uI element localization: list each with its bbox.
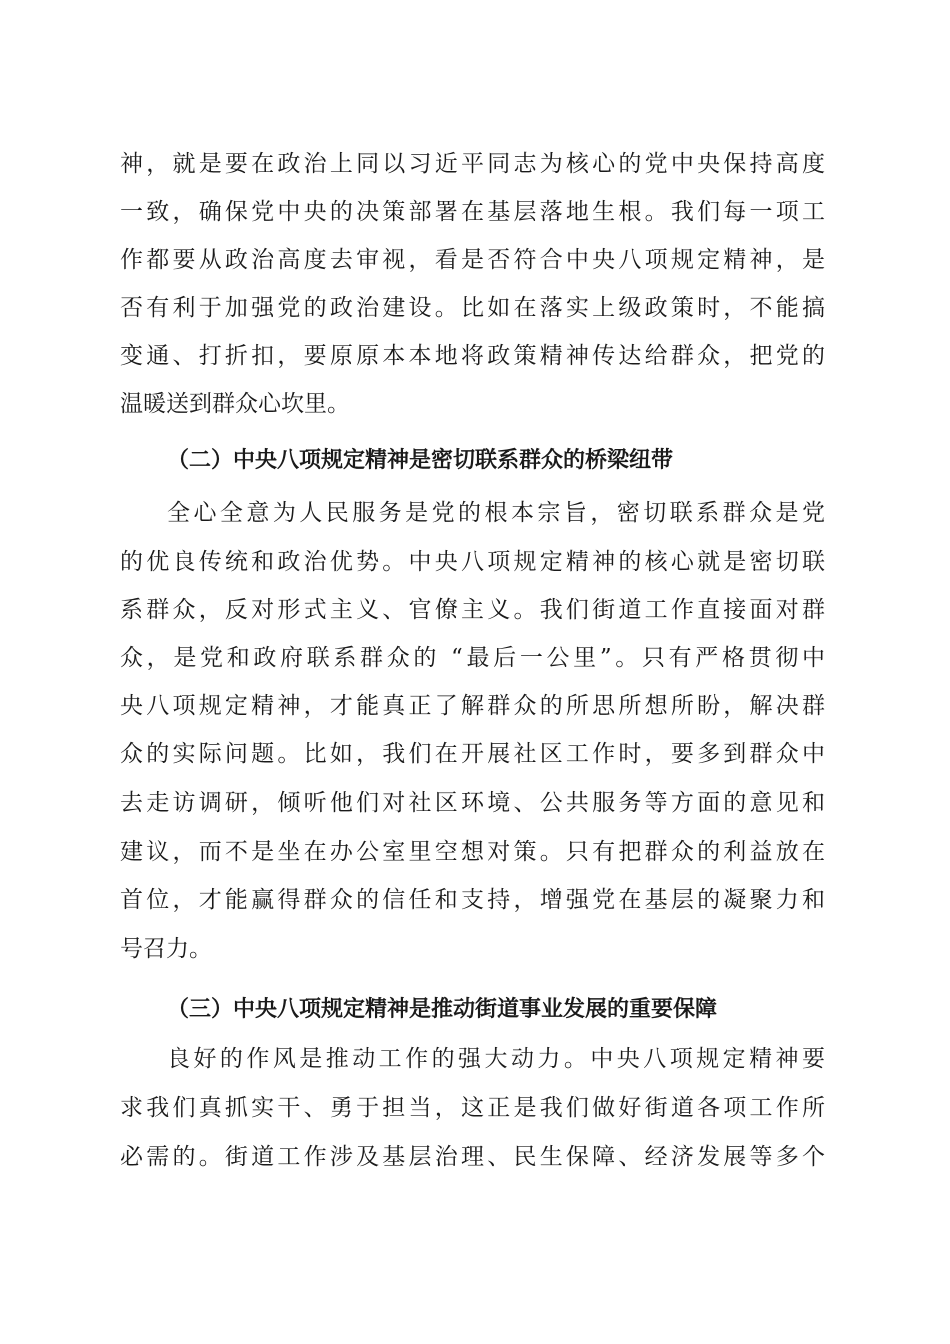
body-line: 作都要从政治高度去审视，看是否符合中央八项规定精神，是 [120,247,825,273]
body-line: 央八项规定精神，才能真正了解群众的所思所想所盼，解决群 [120,693,825,719]
body-line: 号召力。 [120,936,212,962]
body-line: 建议，而不是坐在办公室里空想对策。只有把群众的利益放在 [120,839,825,865]
body-line: 否有利于加强党的政治建设。比如在落实上级政策时，不能搞 [120,295,825,321]
body-line: 全心全意为人民服务是党的根本宗旨，密切联系群众是党 [167,500,825,526]
body-line: 温暖送到群众心坎里。 [120,391,350,417]
body-line: 良好的作风是推动工作的强大动力。中央八项规定精神要 [167,1046,825,1072]
body-line: 神，就是要在政治上同以习近平同志为核心的党中央保持高度 [120,151,825,177]
body-line: 首位，才能赢得群众的信任和支持，增强党在基层的凝聚力和 [120,887,825,913]
section-heading: （三）中央八项规定精神是推动街道事业发展的重要保障 [167,997,718,1022]
body-line: 求我们真抓实干、勇于担当，这正是我们做好街道各项工作所 [120,1095,825,1121]
body-line: 去走访调研，倾听他们对社区环境、公共服务等方面的意见和 [120,790,825,816]
body-line: 系群众，反对形式主义、官僚主义。我们街道工作直接面对群 [120,597,825,623]
body-line: 众，是党和政府联系群众的 “最后一公里”。只有严格贯彻中 [120,645,825,671]
body-line: 众的实际问题。比如，我们在开展社区工作时，要多到群众中 [120,741,825,767]
body-line: 的优良传统和政治优势。中央八项规定精神的核心就是密切联 [120,549,825,575]
section-heading: （二）中央八项规定精神是密切联系群众的桥梁纽带 [167,448,674,473]
body-line: 必需的。街道工作涉及基层治理、民生保障、经济发展等多个 [120,1144,825,1170]
body-line: 一致，确保党中央的决策部署在基层落地生根。我们每一项工 [120,199,825,225]
body-line: 变通、打折扣，要原原本本地将政策精神传达给群众，把党的 [120,343,825,369]
